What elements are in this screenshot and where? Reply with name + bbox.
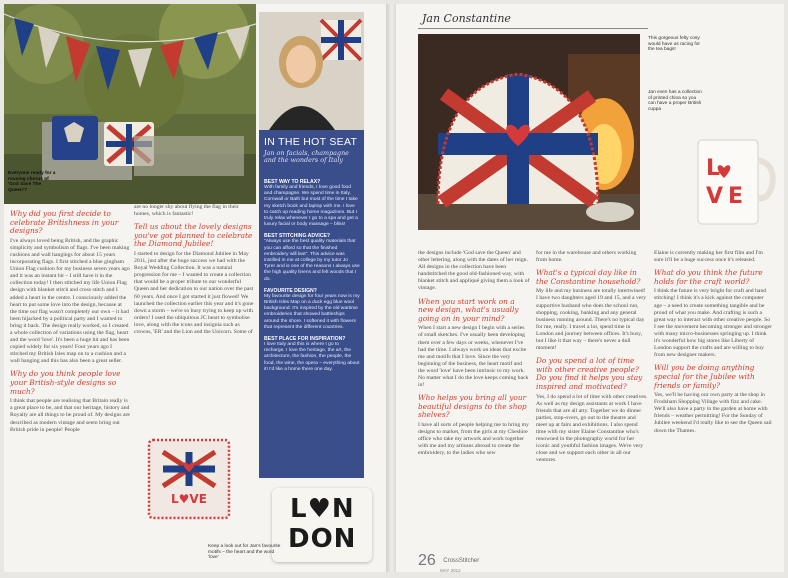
- left-page: [4, 4, 388, 572]
- sidebar-section: [264, 179, 360, 228]
- left-column-2: [134, 204, 256, 336]
- sidebar-section-text: With family and friends, I love good food and champagne. We spend time in Italy, Cornwall or Bath but most of the time I take my sketch book and laptop with me. I love to catch up reading home magazines. But I truly relax whenever I go to a spa and get a luxury facial or body massage – bliss!: [264, 185, 358, 228]
- sidebar-section: [264, 288, 360, 331]
- magazine-name: CrossStitcher: [443, 558, 480, 564]
- answer-paragraph: the designs include 'God save the Queen' and other lettering, along with the dates of her reign. All designs in the collection have been handstitched the good old-fashioned way, with blanket stitch and appliqué giving them a look of vintage.: [418, 250, 530, 292]
- mug-letter-l: L: [706, 156, 721, 181]
- sidebar-section-heading: BEST WAY TO RELAX?: [264, 179, 321, 185]
- portrait-illustration: [259, 12, 364, 130]
- london-line-1: L♥N: [290, 494, 355, 524]
- answer-paragraph: for me in the warehouse and others working from home.: [536, 250, 637, 264]
- question-heading: Who helps you bring all your beautiful designs to the shop shelves?: [418, 393, 527, 420]
- signature-rule: [418, 28, 648, 29]
- mug-letter-e: E: [728, 184, 744, 209]
- answer-paragraph: I've always loved being British, and the graphic simplicity and symbolism of flags. I've been making cushions and wall hangings for about 15 years incorporating flags. I first stitched a blue gingham Union Flag cushion for my business seven years ago and it was an instant hit – I still have it in the collection today! I then stitched my life Union Flag design with blanket stitch and cross stitch and I added a heart in the centre. I consciously added the heart to put some love into the design, because at the time our flag wasn't completely our own – it had been hijacked by a political party and I wanted to bring it back. The design really worked, so I created a whole collection of variations using the flag, heart and the word 'love'. It's been a huge hit and has been copied widely for six years! Four years ago I stitched my British Isles map on to a cushion and a wall hanging and this has also been a great seller.: [10, 237, 130, 365]
- right-column-3: [654, 250, 772, 435]
- love-cushion-photo: [139, 434, 239, 524]
- question-heading: Tell us about the lovely designs you've got planned to celebrate the Diamond Jubilee!: [134, 222, 253, 249]
- sidebar-sections: [264, 174, 360, 373]
- right-page: [396, 4, 784, 572]
- tea-cosy-illustration: [418, 34, 640, 230]
- sidebar-title: IN THE HOT SEAT: [264, 136, 358, 148]
- hot-seat-sidebar: [259, 12, 364, 478]
- question-heading: Why did you first decide to celebrate Britishness in your designs?: [10, 209, 119, 236]
- love-mug-photo: [688, 104, 780, 234]
- right-column-1: [418, 250, 530, 457]
- question-heading: Will you be doing anything special for the Jubilee with friends or family?: [654, 363, 755, 390]
- answer-paragraph: I have all sorts of people helping me to bring my designs to market, from the girls at my Cheshire office who take my artwork and work together with me and my artisans abroad to create the embroidery, to the ladies who sew: [418, 421, 529, 457]
- love-mug-illustration: [688, 104, 780, 234]
- right-column-2: [536, 250, 648, 465]
- answer-paragraph: Yes, we'll be having our own party at the shop in Frodsham Shopping Village with fizz and cake. We'll also have a party in the garden at home with friends – weather permitting! For the Sunday of Jubilee weekend I'd really like to see the Queen sail down the Thames.: [654, 392, 772, 434]
- garden-photo: [4, 4, 256, 204]
- question-heading: Why do you think people love your British-style designs so much?: [10, 369, 121, 396]
- page-footer: [418, 552, 479, 570]
- question-heading: What's a typical day like in the Constantine household?: [536, 268, 641, 286]
- sidebar-subtitle: Jan on facials, champagne and the wonders of Italy: [264, 149, 349, 165]
- left-column-1: [10, 210, 130, 434]
- answer-paragraph: My life and my business are totally intertwined! I have two daughters aged 19 and 15, and a very supportive husband who does the school run, shopping, cooking, banking and any general business running around. There's no typical day for me, really. I travel a lot, spend time in London and journey between offices. It's busy, but I like it that way – there's never a dull moment!: [536, 288, 647, 352]
- sidebar-section-text: My favourite design for four years now is my British Isles Map on a duck egg blue wool background. It's inspired by the old wartime embroideries that showed battleships around the shore. I softened it with flowers that represent the different countries.: [264, 293, 360, 330]
- signature-logo: Jan Constantine: [422, 12, 511, 25]
- answer-paragraph: are no longer shy about flying the flag in their homes, which is fantastic!: [134, 204, 239, 218]
- cushion-love-text: L♥VE: [171, 492, 207, 506]
- portrait-photo: [259, 12, 364, 130]
- answer-paragraph: I think the future is very bright for craft and hand stitching! I think it's a kick against the computer age – a need to create something tangible and be proud of what you make. And crafting is such a great way to interact with other creative people. So I see the movement becoming stronger and stronger with many micro-businesses springing up. I think it's wonderful how big stores like Liberty of London support the crafts and are willing to buy from new designer makers.: [654, 288, 772, 359]
- sidebar-section-text: I love Italy and this is where I go to recharge. I love the heritage, the art, the architecture, the fashion, the people, the food, the wine, the opera – everything about it! I'd like a home there one day.: [264, 342, 360, 372]
- question-heading: When you start work on a new design, what's usually going on in your mind?: [418, 296, 519, 323]
- answer-paragraph: I think that people are realising that Britain really is a great place to be, and that our heritage, history and Royalty are all things to be proud of. My designs are described as modern vintage and seem bring out British pride in people! People: [10, 398, 130, 433]
- question-heading: What do you think the future holds for the craft world?: [654, 268, 763, 286]
- garden-photo-caption: Everyone ready for a rousing chorus of 'God Save The Queen'?: [8, 171, 56, 193]
- answer-paragraph: When I start a new design I begin with a series of small sketches. I've usually been developing them over a few days or weeks, whenever I've had the time. I always work on ideas that excite me and motifs that I love. Since the very beginning of the business, the heart motif and the word 'love' have been intrinsic to my work. No matter what I do the love keeps coming back in!: [418, 325, 529, 389]
- china-caption: Jan even has a collection of printed china so you can have a proper British cuppa: [648, 90, 702, 112]
- page-number: 26: [418, 552, 436, 569]
- tea-cosy-photo: [418, 34, 640, 230]
- mug-letter-v: V: [706, 184, 724, 209]
- question-heading: Do you spend a lot of time with other creative people? Do you find it helps you stay inspired and motivated?: [536, 356, 643, 391]
- love-cushion-illustration: [139, 434, 239, 524]
- issue-date: MAY 2012: [440, 568, 461, 572]
- sidebar-section: [264, 336, 360, 373]
- london-cushion-photo: [266, 482, 378, 566]
- tea-cosy-caption: This gorgeous felty cosy would have us racing for the tea bags!: [648, 36, 700, 53]
- sidebar-section-text: "Always use the best quality materials that you can afford so that the finished embroidery will last". This advice was instilled in me at college by my tutor Jo Tyrer and is one of the reasons I always use the high quality linens and felt woods that I do.: [264, 239, 360, 282]
- london-line-2: DON: [288, 524, 357, 554]
- sidebar-section-heading: BEST STITCHING ADVICE?: [264, 233, 331, 240]
- love-caption: Keep a look out for Jan's favourite motifs – the heart and the word 'love': [208, 544, 281, 561]
- sidebar-section: [264, 233, 360, 282]
- answer-paragraph: I started to design for the Diamond Jubilee in May 2011, just after the huge success we had with the Royal Wedding Collection. It was a natural progression for me – I wanted to create a collection that would be a proper tribute to our wonderful Queen and her dedication to our nation over the past 60 years. And once I got started it just flowed! We launched the collection earlier this year and it's gone down a storm – we're so busy trying to keep up with orders! I used the ubiquitous JC heart to symbolise love, along with the icons and insignia such as crowns, 'ER' and the Lion and the Unicorn. Some of: [134, 250, 254, 335]
- sidebar-section-heading: BEST PLACE FOR INSPIRATION?: [264, 336, 346, 343]
- answer-paragraph: Yes, I do spend a lot of time with other creatives. As well as my design assistants at work I have friends that are all arty. Together we do dinner parties, stop-overs, go out to the theatre and meet up at fairs and exhibitions. I also spend time with my sister Elaine Constantine who's renowned in the photography world for her iconic and youthful fashion images. We're very close and we support each other in all our ventures.: [536, 393, 648, 464]
- sidebar-section-heading: FAVOURITE DESIGN?: [264, 287, 317, 294]
- answer-paragraph: Elaine is currently making her first film and I'm sure it'll be a huge success once it's released.: [654, 250, 763, 264]
